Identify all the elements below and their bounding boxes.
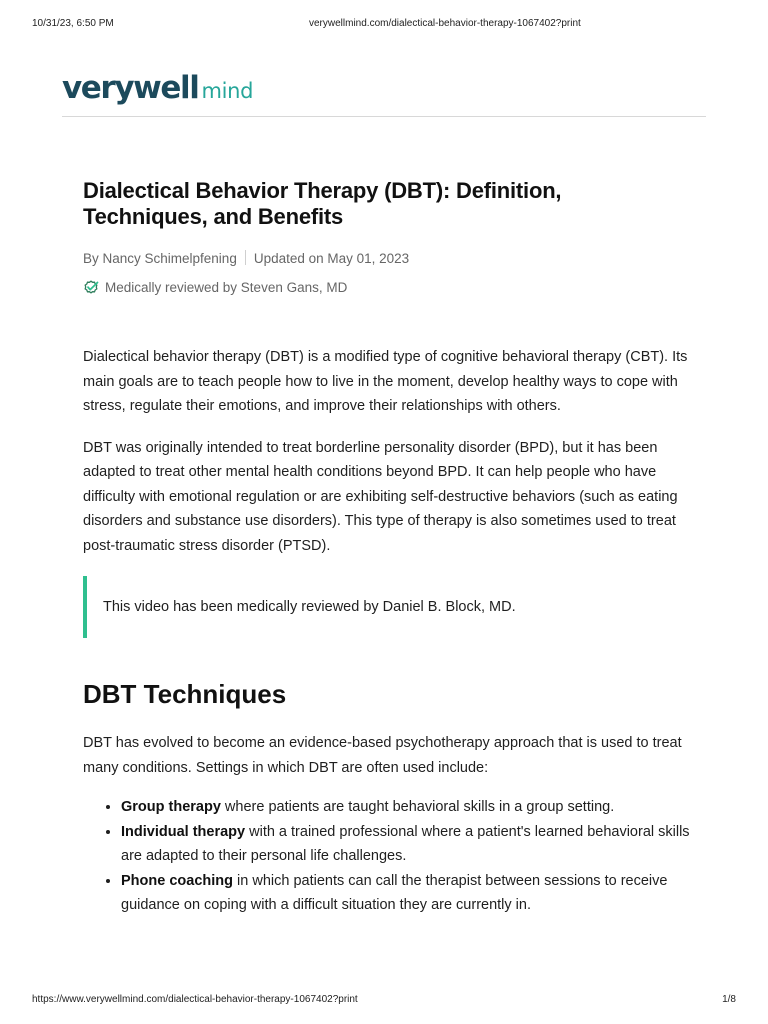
header-divider	[62, 116, 706, 117]
print-header	[32, 18, 736, 32]
article-title: Dialectical Behavior Therapy (DBT): Definition, Techniques, and Benefits	[83, 178, 562, 229]
list-item-text: with a trained professional where a patient's learned behavioral skills are adapted to their personal life challenges.	[121, 823, 690, 864]
logo-brand: verywell	[62, 70, 199, 106]
site-logo[interactable]	[62, 70, 253, 110]
list-item	[121, 820, 691, 869]
settings-list	[83, 795, 691, 918]
list-item-term: Phone coaching	[121, 872, 233, 889]
medical-review	[83, 279, 691, 297]
body-paragraph: DBT was originally intended to treat borderline personality disorder (BPD), but it has been adapted to treat other mental health conditions beyond BPD. It can help people who have difficulty with emotional regulation or are exhibiting self-destructive behaviors (such as eating disorders and substance use disorders). This type of therapy is also sometimes used to treat post-traumatic stress disorder (PTSD).	[83, 439, 678, 554]
list-item	[121, 795, 691, 820]
print-url: verywellmind.com/dialectical-behavior-therapy-1067402?print	[309, 18, 581, 29]
intro-paragraph: Dialectical behavior therapy (DBT) is a modified type of cognitive behavioral therapy (CBT). Its main goals are to teach people how to live in the moment, develop healthy ways to cope with stress, regulate their emotions, and improve their relationships with others.	[83, 349, 688, 414]
footer-url: https://www.verywellmind.com/dialectical-behavior-therapy-1067402?print	[32, 994, 358, 1005]
list-item-text: where patients are taught behavioral skills in a group setting.	[220, 799, 615, 815]
reviewer-link[interactable]: Medically reviewed by Steven Gans, MD	[105, 280, 348, 295]
updated-date: Updated on May 01, 2023	[253, 251, 410, 266]
print-footer	[32, 994, 736, 1008]
list-item-term: Group therapy	[121, 799, 221, 815]
print-datetime: 10/31/23, 6:50 PM	[32, 18, 114, 29]
section-heading: DBT Techniques	[83, 679, 287, 709]
check-badge-icon	[83, 280, 99, 296]
byline	[83, 250, 691, 268]
list-item-text: in which patients can call the therapist between sessions to receive guidance on coping with a difficult situation they are currently in.	[121, 872, 668, 913]
article	[83, 178, 691, 918]
list-item-term: Individual therapy	[121, 823, 246, 840]
page-number: 1/8	[722, 994, 736, 1005]
section-intro: DBT has evolved to become an evidence-based psychotherapy approach that is used to treat many conditions. Settings in which DBT are often used include:	[83, 735, 682, 776]
list-item	[121, 869, 691, 918]
video-review-callout: This video has been medically reviewed by Daniel B. Block, MD.	[83, 576, 691, 638]
byline-separator	[245, 250, 246, 265]
logo-sub: mind	[201, 79, 254, 103]
author-link[interactable]: By Nancy Schimelpfening	[83, 251, 237, 266]
